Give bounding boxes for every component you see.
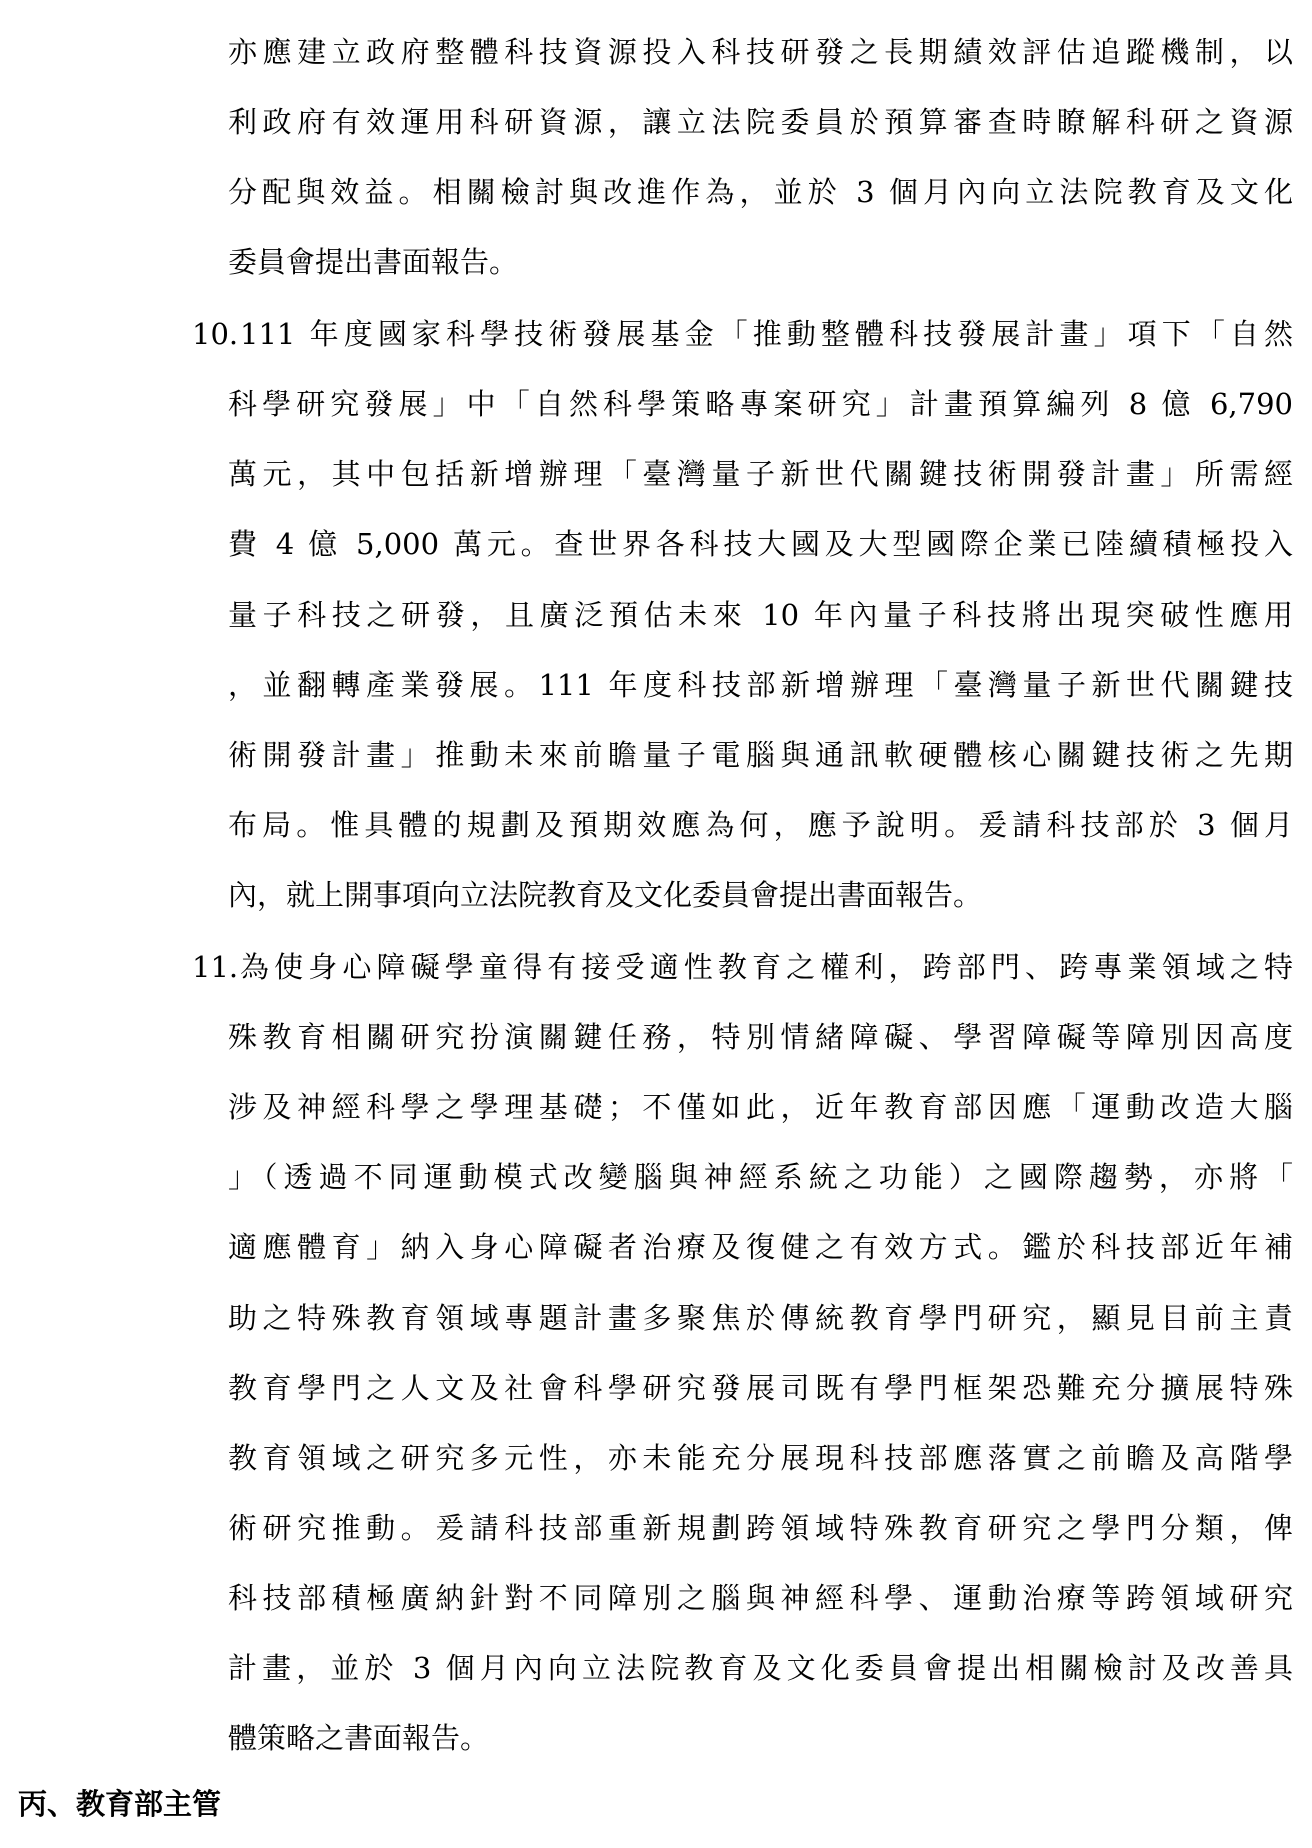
section-heading: 丙、教育部主管 [18, 1787, 222, 1821]
text-line: 科技部積極廣納針對不同障別之腦與神經科學、運動治療等跨領域研究 [228, 1581, 1293, 1615]
text-line: 費 4 億 5,000 萬元。查世界各科技大國及大型國際企業已陸續積極投入 [228, 527, 1293, 561]
text-line: 術開發計畫」推動未來前瞻量子電腦與通訊軟硬體核心關鍵技術之先期 [228, 738, 1293, 772]
text-line: ，並翻轉產業發展。111 年度科技部新增辦理「臺灣量子新世代關鍵技 [228, 668, 1293, 702]
text-line: 助之特殊教育領域專題計畫多聚焦於傳統教育學門研究，顯見目前主責 [228, 1301, 1293, 1335]
text-line: 亦應建立政府整體科技資源投入科技研發之長期績效評估追蹤機制，以 [228, 35, 1293, 69]
text-line: 計畫，並於 3 個月內向立法院教育及文化委員會提出相關檢討及改善具 [228, 1651, 1293, 1685]
text-line: 量子科技之研發，且廣泛預估未來 10 年內量子科技將出現突破性應用 [228, 598, 1293, 632]
text-line: 委員會提出書面報告。 [228, 245, 519, 279]
text-line: 111 年度國家科學技術發展基金「推動整體科技發展計畫」項下「自然 [240, 317, 1293, 351]
item-number: 11. [192, 950, 239, 984]
text-line: 布局。惟具體的規劃及預期效應為何，應予說明。爰請科技部於 3 個月 [228, 808, 1293, 842]
text-line: 教育學門之人文及社會科學研究發展司既有學門框架恐難充分擴展特殊 [228, 1371, 1293, 1405]
text-line: 利政府有效運用科研資源，讓立法院委員於預算審查時瞭解科研之資源 [228, 105, 1293, 139]
text-line: 教育領域之研究多元性，亦未能充分展現科技部應落實之前瞻及高階學 [228, 1441, 1293, 1475]
text-line: 涉及神經科學之學理基礎；不僅如此，近年教育部因應「運動改造大腦 [228, 1090, 1293, 1124]
text-line: 為使身心障礙學童得有接受適性教育之權利，跨部門、跨專業領域之特 [240, 950, 1293, 984]
text-line: 萬元，其中包括新增辦理「臺灣量子新世代關鍵技術開發計畫」所需經 [228, 457, 1293, 491]
text-line: 術研究推動。爰請科技部重新規劃跨領域特殊教育研究之學門分類，俾 [228, 1511, 1293, 1545]
text-line: 內，就上開事項向立法院教育及文化委員會提出書面報告。 [228, 878, 983, 912]
text-line: 科學研究發展」中「自然科學策略專案研究」計畫預算編列 8 億 6,790 [228, 387, 1293, 421]
text-line: 」（透過不同運動模式改變腦與神經系統之功能）之國際趨勢，亦將「 [228, 1160, 1293, 1194]
text-line: 分配與效益。相關檢討與改進作為，並於 3 個月內向立法院教育及文化 [228, 175, 1293, 209]
item-number: 10. [192, 317, 239, 351]
text-line: 體策略之書面報告。 [228, 1721, 490, 1755]
text-line: 殊教育相關研究扮演關鍵任務，特別情緒障礙、學習障礙等障別因高度 [228, 1020, 1293, 1054]
text-line: 適應體育」納入身心障礙者治療及復健之有效方式。鑑於科技部近年補 [228, 1230, 1293, 1264]
